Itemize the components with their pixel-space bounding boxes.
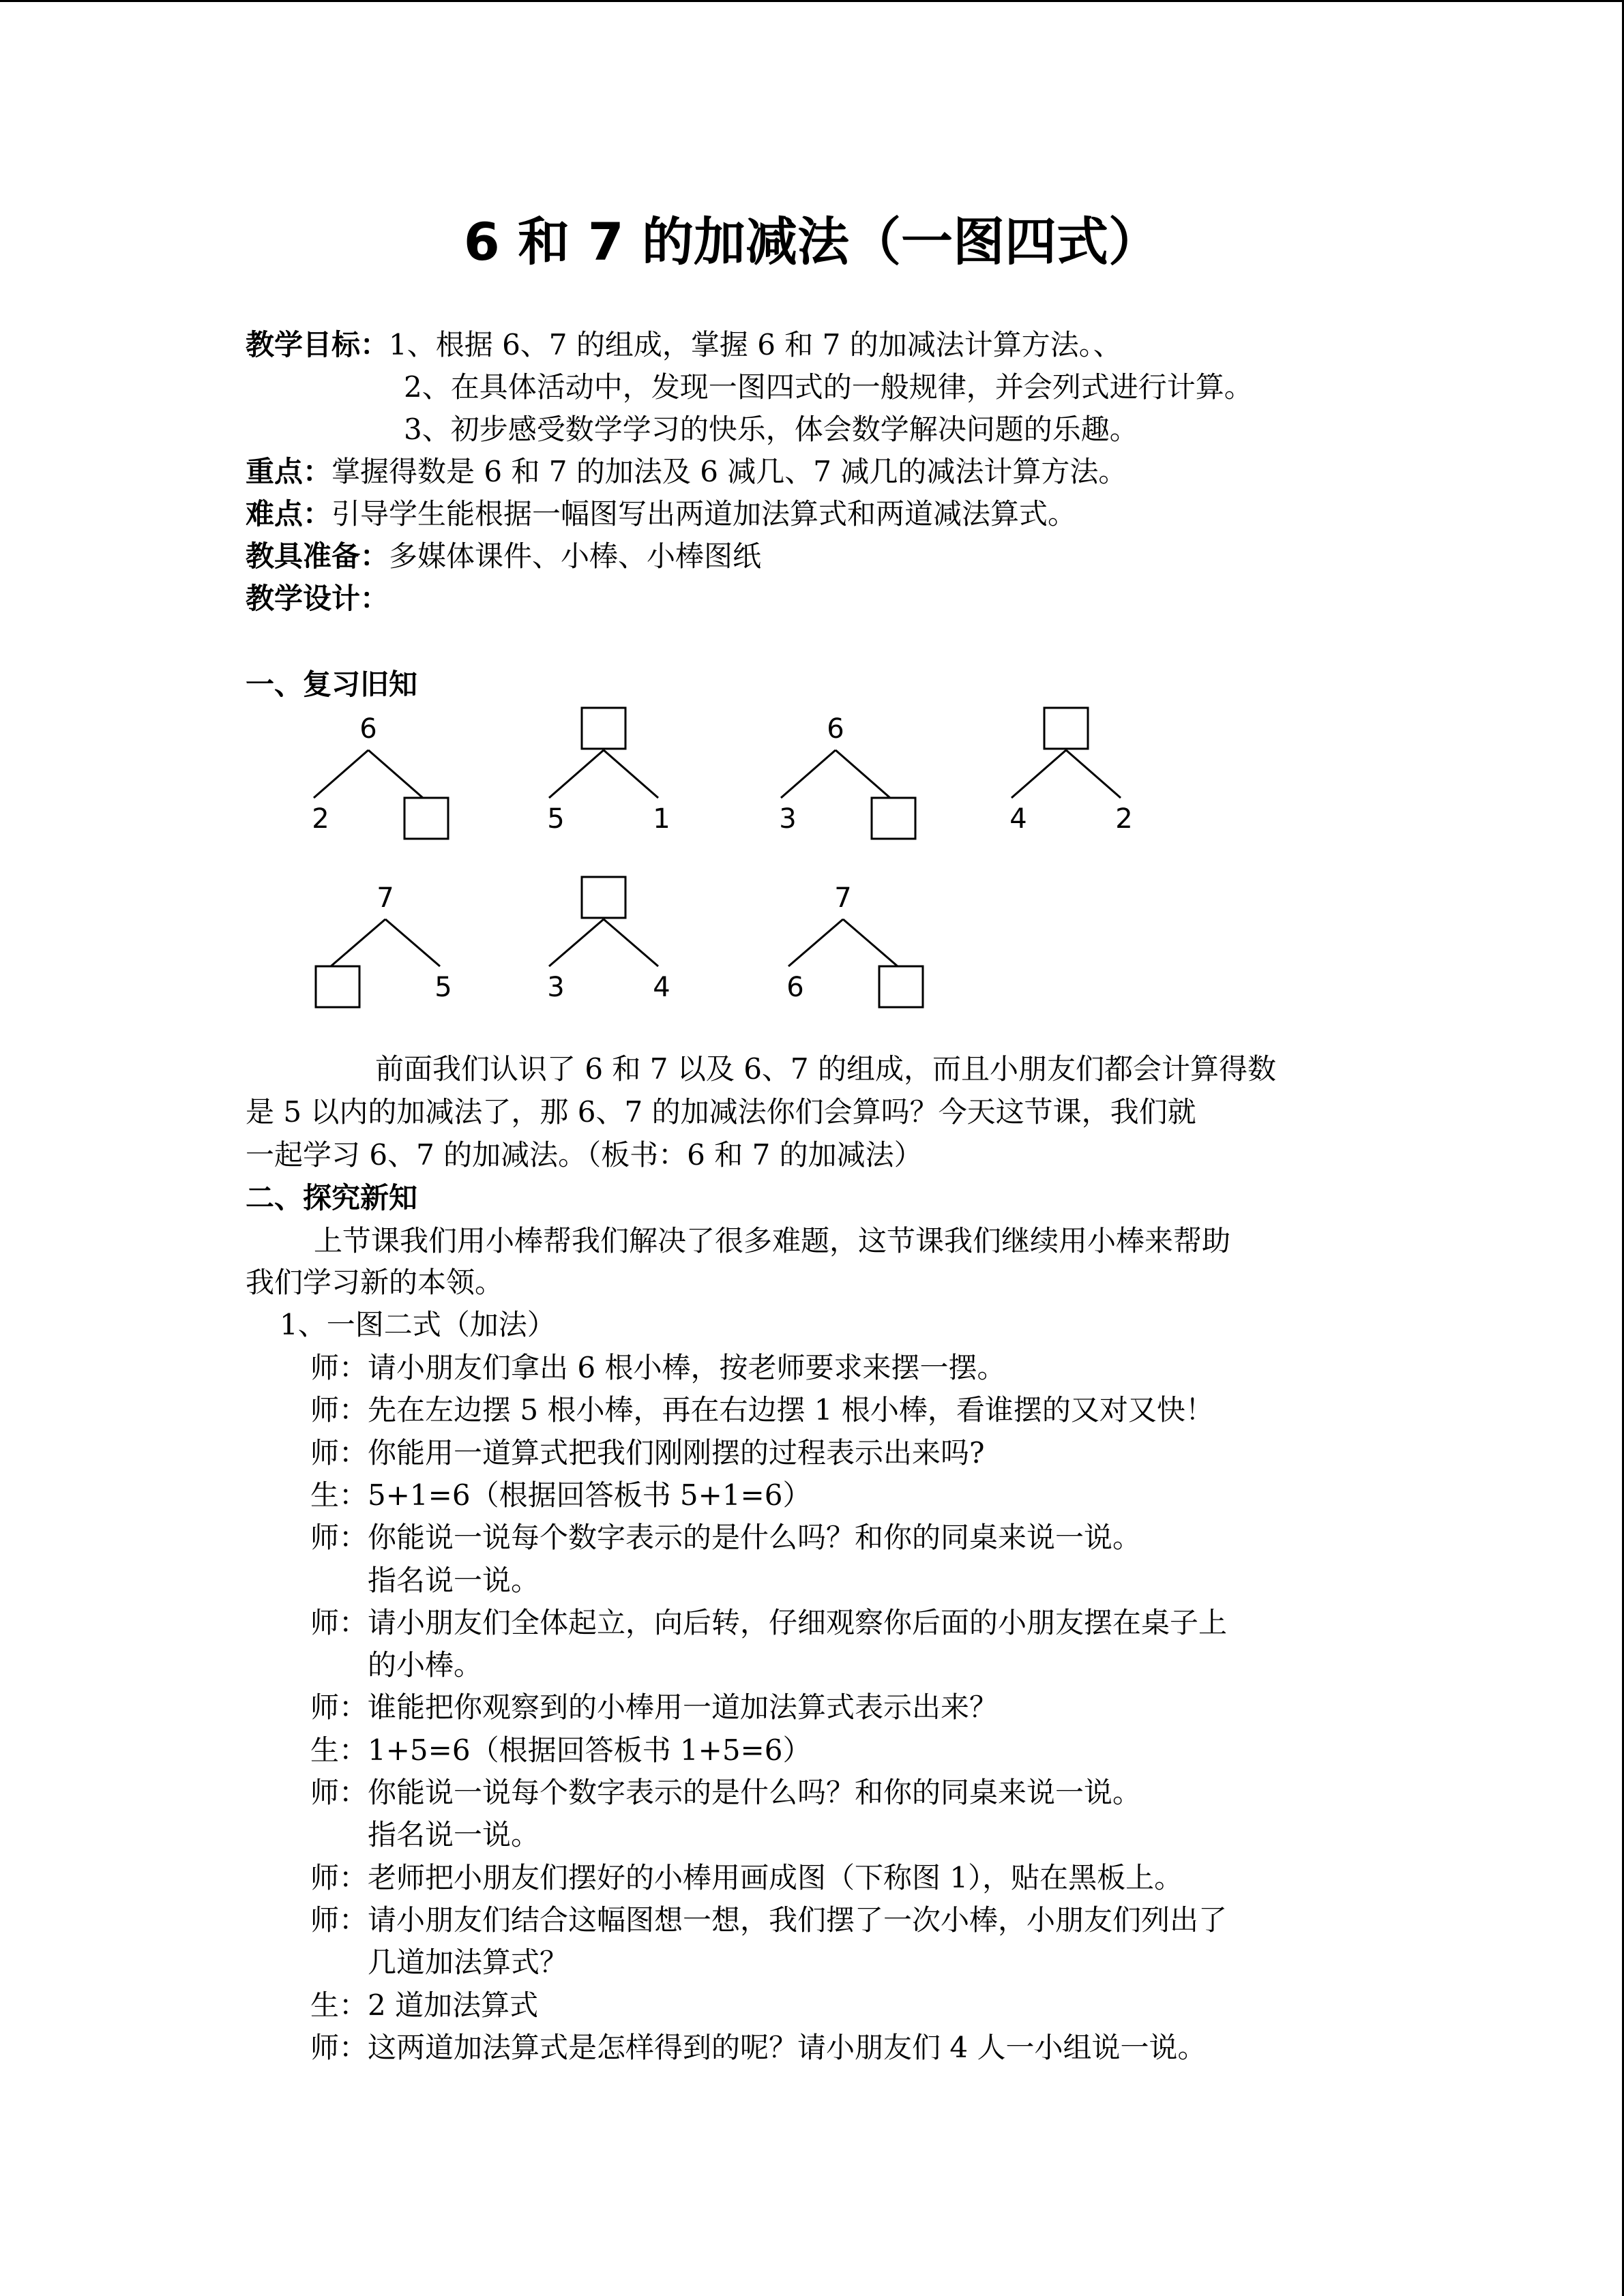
speaker-label: 师： xyxy=(310,1903,368,1937)
speaker-label: 师： xyxy=(310,1861,368,1894)
blank-box xyxy=(1044,708,1088,749)
difficulty-text: 引导学生能根据一幅图写出两道加法算式和两道减法算式。 xyxy=(331,497,1077,531)
speaker-label: 生： xyxy=(310,1478,368,1512)
tree-right-number: 1 xyxy=(653,803,670,835)
dialogue-line xyxy=(310,1644,482,1686)
dialogue-text: 几道加法算式？ xyxy=(368,1945,569,1979)
key-point-label: 重点： xyxy=(246,455,332,488)
dialogue-line xyxy=(310,1941,568,1984)
tree-top-number: 6 xyxy=(359,713,377,745)
blank-box xyxy=(316,966,359,1007)
dialogue-text: 请小朋友们全体起立，向后转，仔细观察你后面的小朋友摆在桌子上 xyxy=(368,1606,1228,1639)
dialogue-line xyxy=(310,1347,1005,1389)
dialogue-text: 指名说一说。 xyxy=(368,1818,540,1851)
intro-line-1: 前面我们认识了 6 和 7 以及 6、7 的组成，而且小朋友们都会计算得数 xyxy=(375,1052,1276,1086)
tree-right-number: 4 xyxy=(653,972,670,1003)
dialogue-text: 的小棒。 xyxy=(368,1648,483,1682)
branch-left xyxy=(549,919,604,966)
speaker-label: 师： xyxy=(310,1606,368,1639)
dialogue-line xyxy=(310,1432,985,1474)
dialogue-line xyxy=(310,1814,540,1856)
branch-right xyxy=(843,919,898,966)
dialogue-line xyxy=(310,1772,1141,1814)
dialogue-text: 这两道加法算式是怎样得到的呢？请小朋友们 4 人一小组说一说。 xyxy=(368,2031,1207,2064)
tree-top-number: 7 xyxy=(834,882,852,914)
dialogue-line xyxy=(310,2027,1206,2069)
dialogue-text: 先在左边摆 5 根小棒，再在右边摆 1 根小棒，看谁摆的又对又快！ xyxy=(368,1393,1214,1427)
dialogue-line xyxy=(310,1984,538,2027)
branch-right xyxy=(1066,750,1121,798)
branch-right xyxy=(604,919,658,966)
branch-right xyxy=(604,750,658,798)
dialogue-text: 你能说一说每个数字表示的是什么吗？和你的同桌来说一说。 xyxy=(368,1776,1142,1809)
speaker-label: 生： xyxy=(310,1733,368,1767)
page-title: 6 和 7 的加减法（一图四式） xyxy=(463,211,1161,272)
dialogue-text: 请小朋友们拿出 6 根小棒，按老师要求来摆一摆。 xyxy=(368,1351,1006,1384)
dialogue-line xyxy=(310,1474,811,1517)
dialogue-line xyxy=(310,1517,1141,1559)
section2-heading: 二、探究新知 xyxy=(246,1181,418,1214)
blank-box xyxy=(582,877,625,918)
dialogue-text: 5+1=6（根据回答板书 5+1=6） xyxy=(368,1478,812,1512)
dialogue-text: 谁能把你观察到的小棒用一道加法算式表示出来？ xyxy=(368,1690,999,1724)
key-point-text: 掌握得数是 6 和 7 的加法及 6 减几、7 减几的减法计算方法。 xyxy=(331,455,1127,488)
tree-right-number: 2 xyxy=(1115,803,1133,835)
dialogue-line xyxy=(310,1602,1227,1644)
branch-left xyxy=(314,750,368,798)
dialogue-line xyxy=(310,1899,1227,1941)
materials-text: 多媒体课件、小棒、小棒图纸 xyxy=(389,539,762,573)
tree-left-number: 5 xyxy=(547,803,565,835)
number-bond-diagrams xyxy=(0,0,1624,1064)
speaker-label: 师： xyxy=(310,1351,368,1384)
dialogue-text: 指名说一说。 xyxy=(368,1564,540,1597)
speaker-label: 师： xyxy=(310,1690,368,1724)
speaker-label: 师： xyxy=(310,1521,368,1554)
dialogue-text: 2 道加法算式 xyxy=(368,1988,539,2022)
dialogue-text: 请小朋友们结合这幅图想一想，我们摆了一次小棒，小朋友们列出了 xyxy=(368,1903,1228,1937)
branch-right xyxy=(385,919,440,966)
section2-intro-1: 上节课我们用小棒帮我们解决了很多难题，这节课我们继续用小棒来帮助 xyxy=(314,1224,1231,1257)
speaker-label: 生： xyxy=(310,1988,368,2022)
dialogue-line xyxy=(310,1560,540,1602)
blank-box xyxy=(582,708,625,749)
tree-left-number: 2 xyxy=(312,803,329,835)
section2-intro-2: 我们学习新的本领。 xyxy=(246,1266,504,1299)
speaker-label: 师： xyxy=(310,1776,368,1809)
tree-right-number: 5 xyxy=(434,972,452,1003)
tree-top-number: 6 xyxy=(827,713,844,745)
dialogue-text: 1+5=6（根据回答板书 1+5=6） xyxy=(368,1733,812,1767)
dialogue-line xyxy=(310,1686,998,1729)
speaker-label: 师： xyxy=(310,1436,368,1470)
speaker-label: 师： xyxy=(310,1393,368,1427)
branch-left xyxy=(781,750,836,798)
dialogue-line xyxy=(310,1729,811,1772)
dialogue-text: 你能说一说每个数字表示的是什么吗？和你的同桌来说一说。 xyxy=(368,1521,1142,1554)
blank-box xyxy=(879,966,923,1007)
objectives-label: 教学目标： xyxy=(246,328,389,361)
branch-left xyxy=(331,919,385,966)
branch-left xyxy=(1012,750,1066,798)
speaker-label: 师： xyxy=(310,2031,368,2064)
subsection-1: 1、一图二式（加法） xyxy=(280,1308,556,1341)
dialogue-line xyxy=(310,1857,1183,1899)
blank-box xyxy=(404,798,448,839)
branch-right xyxy=(836,750,890,798)
branch-left xyxy=(788,919,843,966)
materials-label: 教具准备： xyxy=(246,539,389,573)
tree-left-number: 4 xyxy=(1009,803,1027,835)
intro-line-2: 是 5 以内的加减法了，那 6、7 的加减法你们会算吗？今天这节课，我们就 xyxy=(246,1095,1196,1129)
objective-3: 3、初步感受数学学习的快乐，体会数学解决问题的乐趣。 xyxy=(404,413,1138,446)
design-label: 教学设计： xyxy=(246,582,389,615)
tree-left-number: 3 xyxy=(779,803,797,835)
dialogue-text: 老师把小朋友们摆好的小棒用画成图（下称图 1），贴在黑板上。 xyxy=(368,1861,1183,1894)
dialogue-text: 你能用一道算式把我们刚刚摆的过程表示出来吗? xyxy=(368,1436,985,1470)
difficulty-label: 难点： xyxy=(246,497,332,531)
tree-left-number: 6 xyxy=(786,972,804,1003)
blank-box xyxy=(872,798,915,839)
intro-line-3: 一起学习 6、7 的加减法。（板书：6 和 7 的加减法） xyxy=(246,1138,923,1172)
objective-2: 2、在具体活动中，发现一图四式的一般规律，并会列式进行计算。 xyxy=(404,370,1253,404)
branch-right xyxy=(368,750,423,798)
tree-top-number: 7 xyxy=(377,882,394,914)
branch-left xyxy=(549,750,604,798)
dialogue-line xyxy=(310,1389,1214,1431)
tree-left-number: 3 xyxy=(547,972,565,1003)
section1-heading: 一、复习旧知 xyxy=(246,668,418,701)
objective-1: 1、根据 6、7 的组成，掌握 6 和 7 的加减法计算方法。、 xyxy=(389,328,1122,361)
